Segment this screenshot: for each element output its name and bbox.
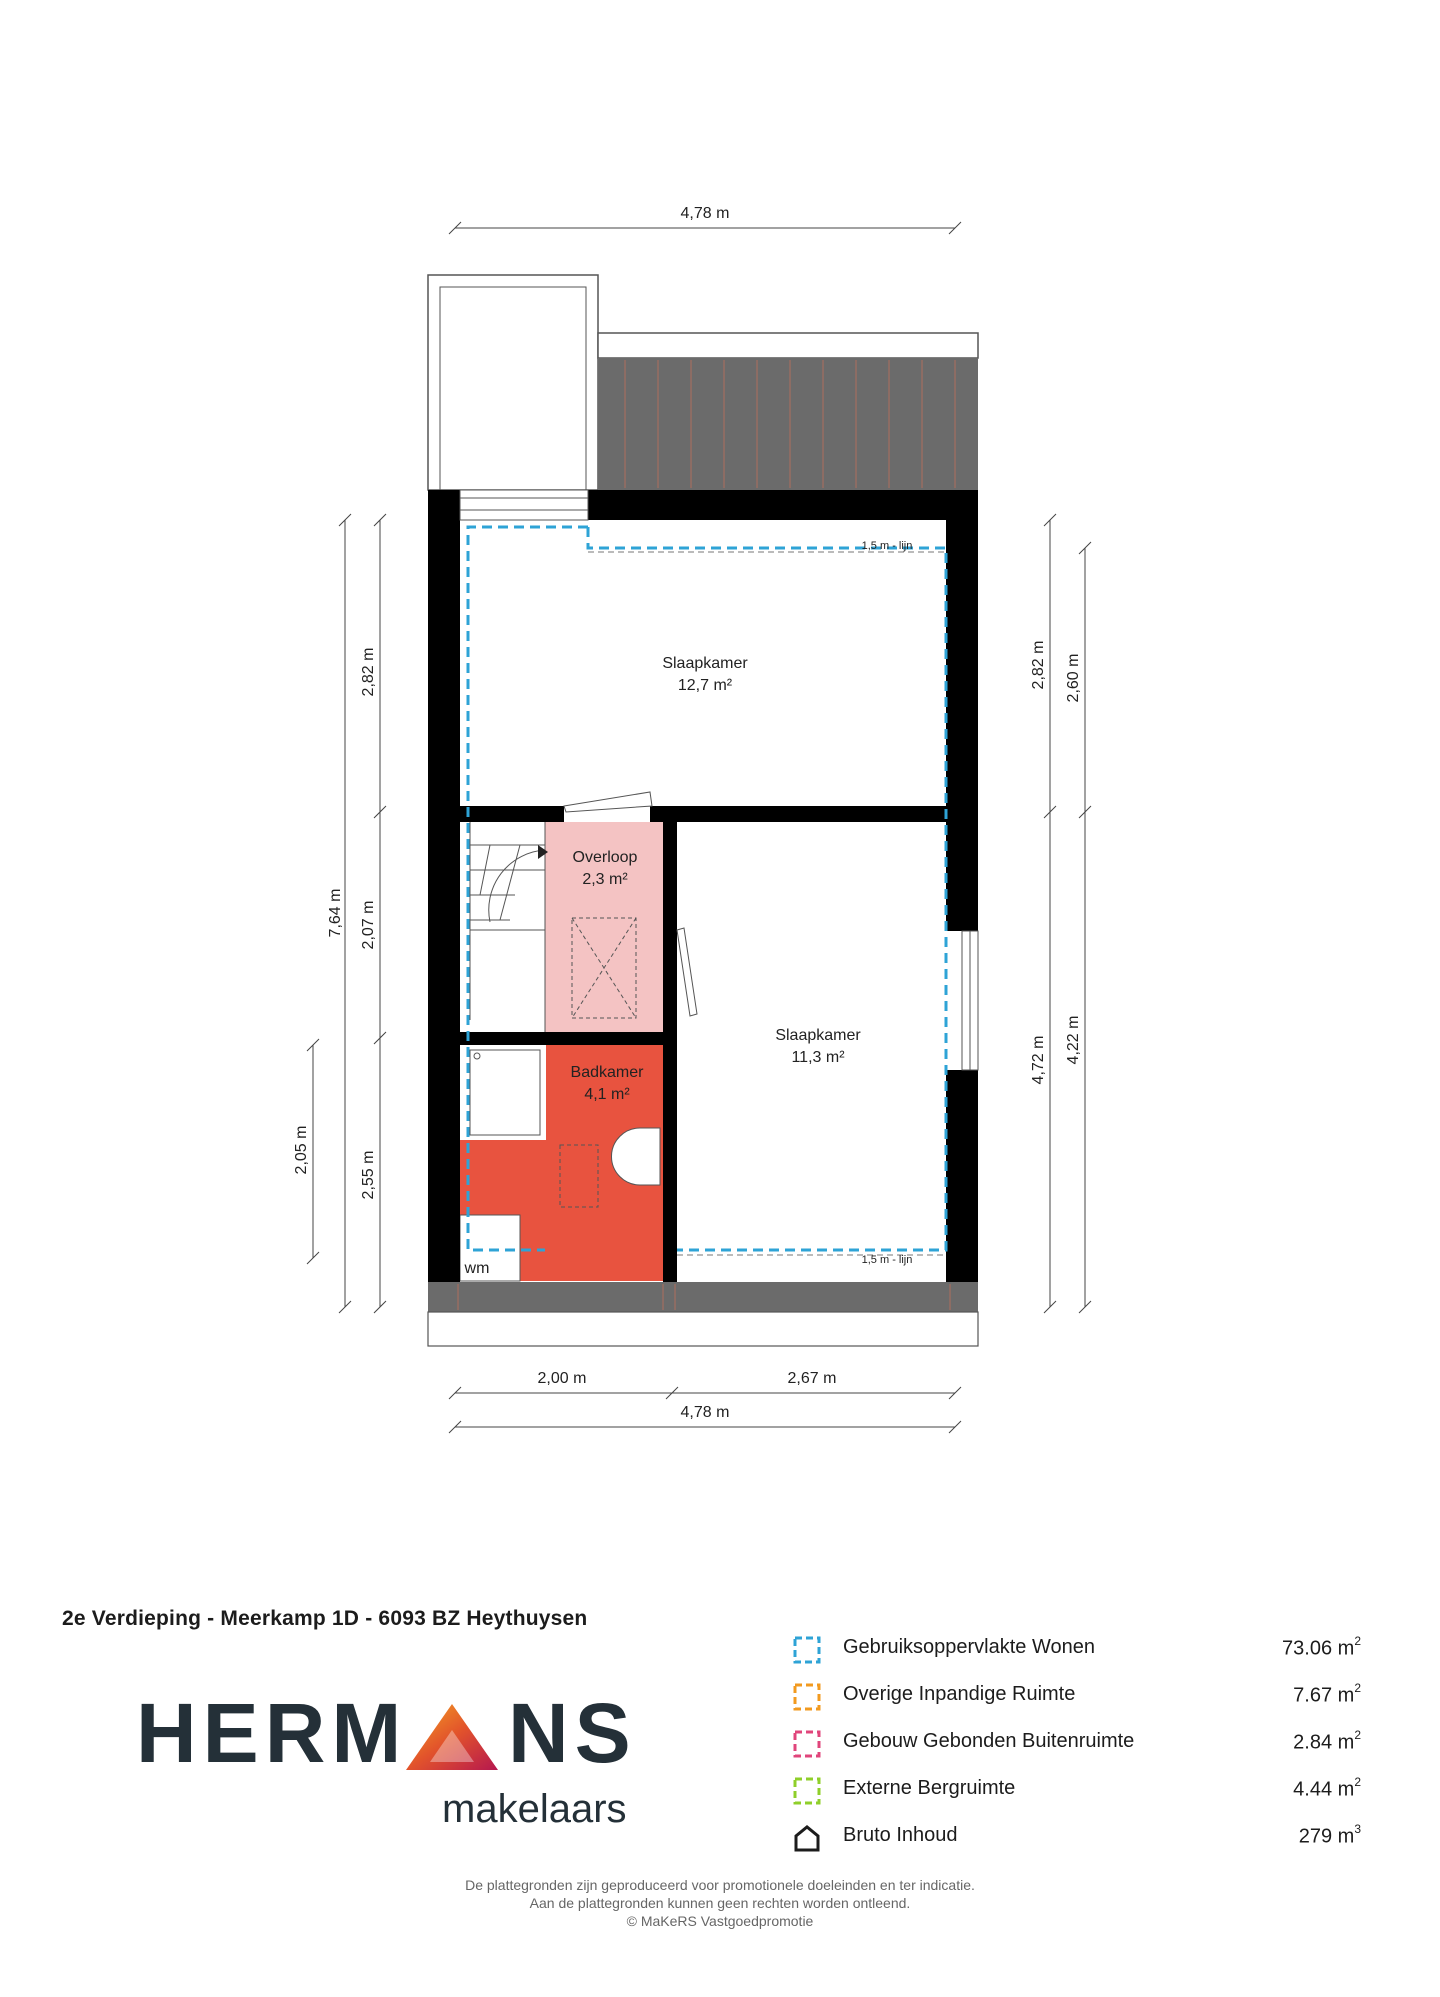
legend-value: 4.44 $m^2$ xyxy=(1293,1775,1361,1801)
house-outline-icon xyxy=(793,1824,821,1852)
disclaimer-line: © MaKeRS Vastgoedpromotie xyxy=(626,1913,814,1929)
dashed-square-icon xyxy=(793,1683,821,1711)
balcony xyxy=(428,275,598,510)
lijn-bottom-label: 1,5 m - lijn xyxy=(861,1254,913,1266)
logo-sub: makelaars xyxy=(442,1787,627,1831)
dimension-left-bath: 2,05 m xyxy=(293,1125,310,1175)
room-name-overloop: Overloop xyxy=(572,849,638,866)
legend-label: Overige Inpandige Ruimte xyxy=(843,1683,1076,1705)
legend-label: Externe Bergruimte xyxy=(843,1777,1016,1799)
room-area-overloop: 2,3 m² xyxy=(582,871,628,888)
legend-row xyxy=(793,1726,1373,1773)
dashed-square-icon xyxy=(793,1636,821,1664)
dimension-left-upper: 2,82 m xyxy=(360,647,377,697)
legend-label: Gebruiksoppervlakte Wonen xyxy=(843,1636,1095,1658)
legend-row xyxy=(793,1679,1373,1726)
room-area-badkamer: 4,1 m² xyxy=(584,1086,630,1103)
dimension-left-middle: 2,07 m xyxy=(360,900,377,950)
room-name-badkamer: Badkamer xyxy=(570,1064,644,1081)
room-area-slaapkamer-1: 12,7 m² xyxy=(677,677,733,694)
dashed-square-icon xyxy=(793,1777,821,1805)
room-name-slaapkamer-2: Slaapkamer xyxy=(775,1027,861,1044)
room-name-slaapkamer-1: Slaapkamer xyxy=(662,655,748,672)
dimension-top-label: 4,78 m xyxy=(680,205,730,222)
legend-row xyxy=(793,1632,1373,1679)
disclaimer-line: De plattegronden zijn geproduceerd voor promotionele doeleinden en ter indicatie. xyxy=(465,1877,975,1893)
disclaimer xyxy=(0,1876,1440,1930)
legend-value: 7.67 $m^2$ xyxy=(1293,1681,1361,1707)
dimension-left-total: 7,64 m xyxy=(327,888,344,938)
lijn-top-label: 1,5 m - lijn xyxy=(861,540,913,552)
legend-label: Bruto Inhoud xyxy=(843,1824,958,1846)
roof-top xyxy=(598,333,978,490)
dimension-bottom-left: 2,00 m xyxy=(537,1370,587,1387)
room-wm-label: wm xyxy=(464,1260,490,1277)
dimension-right-lower-inner: 4,22 m xyxy=(1065,1015,1082,1065)
legend-label: Gebouw Gebonden Buitenruimte xyxy=(843,1730,1135,1752)
dimension-left-lower: 2,55 m xyxy=(360,1150,377,1200)
dimension-bottom-total: 4,78 m xyxy=(680,1404,730,1421)
dimension-right-upper: 2,82 m xyxy=(1030,640,1047,690)
legend-row xyxy=(793,1820,1373,1867)
dimension-top xyxy=(449,222,961,234)
legend xyxy=(793,1632,1373,1867)
svg-text:HERM: HERM xyxy=(136,1690,408,1780)
svg-text:NS: NS xyxy=(508,1690,637,1780)
dimension-right-upper-inner: 2,60 m xyxy=(1065,653,1082,703)
roof-bottom xyxy=(428,1282,978,1346)
legend-value: 279 $m^3$ xyxy=(1298,1822,1361,1848)
legend-value: 2.84 $m^2$ xyxy=(1293,1728,1361,1754)
dimension-right-lower: 4,72 m xyxy=(1030,1035,1047,1085)
disclaimer-line: Aan de plattegronden kunnen geen rechten worden ontleend. xyxy=(529,1895,911,1911)
room-area-slaapkamer-2: 11,3 m² xyxy=(791,1049,845,1066)
hermans-logo xyxy=(136,1690,696,1840)
legend-value: 73.06 $m^2$ xyxy=(1282,1634,1361,1660)
stairs xyxy=(470,822,545,1032)
dimension-bottom-right: 2,67 m xyxy=(787,1370,837,1387)
floor-caption: 2e Verdieping - Meerkamp 1D - 6093 BZ Heythuysen xyxy=(62,1607,588,1630)
legend-row xyxy=(793,1773,1373,1820)
dashed-square-icon xyxy=(793,1730,821,1758)
